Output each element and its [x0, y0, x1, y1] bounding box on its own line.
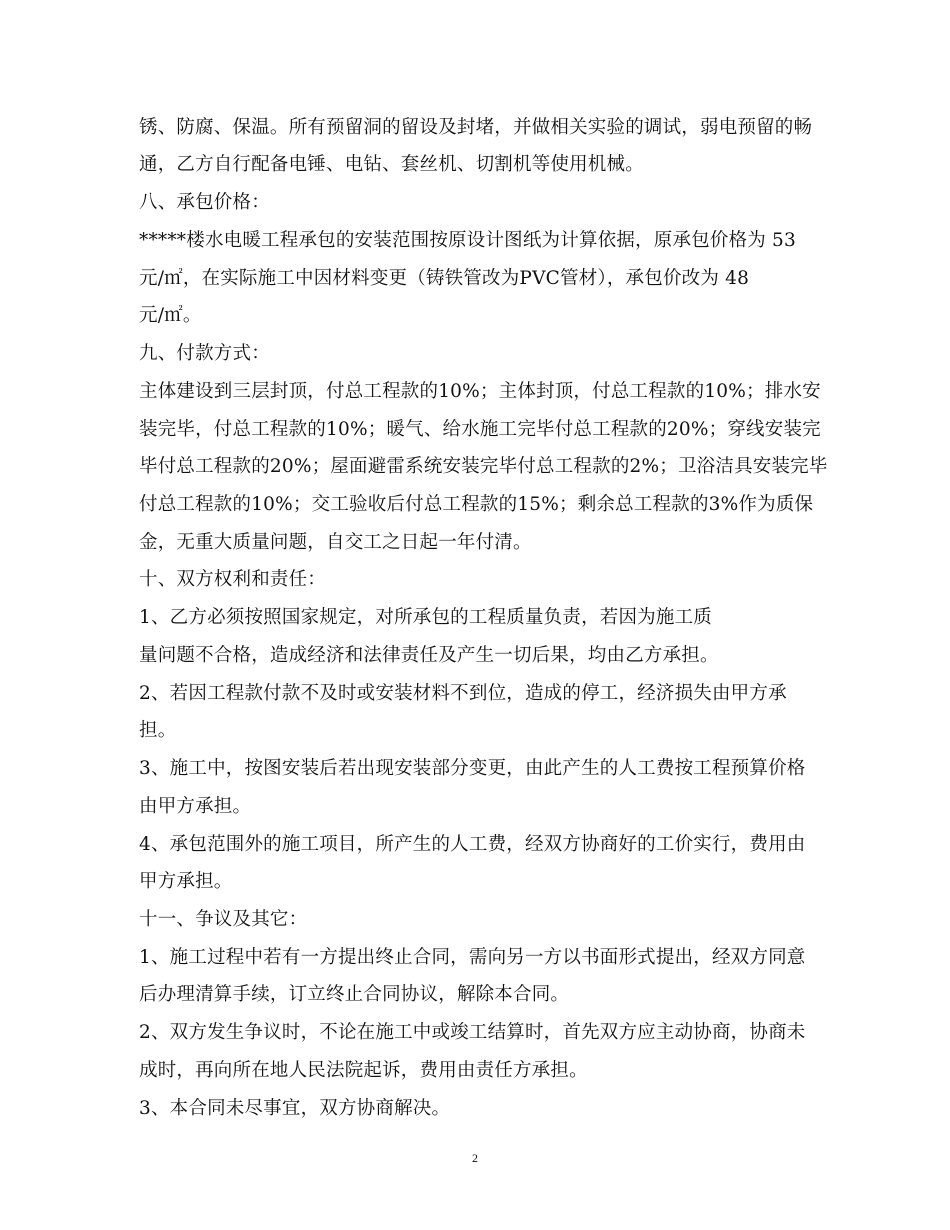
text-line: 量问题不合格，造成经济和法律责任及产生一切后果，均由乙方承担。: [139, 645, 719, 666]
page-number: 2: [472, 1151, 478, 1165]
text-line: 装完毕，付总工程款的10%；暖气、给水施工完毕付总工程款的20%；穿线安装完: [139, 419, 821, 440]
section-heading: 八、承包价格：: [139, 192, 270, 213]
text-line: 金，无重大质量问题，自交工之日起一年付清。: [139, 532, 532, 553]
text-line: 元/㎡，在实际施工中因材料变更（铸铁管改为PVC管材），承包价改为 48: [139, 268, 750, 289]
section-heading: 十、双方权利和责任：: [139, 569, 327, 590]
text-line: 毕付总工程款的20%；屋面避雷系统安装完毕付总工程款的2%；卫浴洁具安装完毕: [139, 456, 828, 477]
text-line: 通，乙方自行配备电锤、电钻、套丝机、切割机等使用机械。: [139, 154, 644, 175]
text-line: 元/㎡。: [139, 305, 202, 326]
text-line: 3、本合同未尽事宜，双方协商解决。: [139, 1098, 451, 1119]
text-line: 担。: [139, 720, 177, 741]
text-line: 3、施工中，按图安装后若出现安装部分变更，由此产生的人工费按工程预算价格: [139, 758, 806, 779]
text-line: 主体建设到三层封顶，付总工程款的10%；主体封顶，付总工程款的10%；排水安: [139, 381, 821, 402]
text-line: 2、双方发生争议时，不论在施工中或竣工结算时，首先双方应主动协商，协商未: [139, 1022, 806, 1043]
text-line: *****楼水电暖工程承包的安装范围按原设计图纸为计算依据，原承包价格为 53: [139, 230, 796, 251]
section-heading: 十一、争议及其它：: [139, 909, 308, 930]
text-line: 成时，再向所在地人民法院起诉，费用由责任方承担。: [139, 1060, 588, 1081]
section-heading: 九、付款方式：: [139, 343, 270, 364]
text-line: 付总工程款的10%；交工验收后付总工程款的15%；剩余总工程款的3%作为质保: [139, 494, 814, 515]
text-line: 甲方承担。: [139, 871, 233, 892]
text-line: 1、乙方必须按照国家规定，对所承包的工程质量负责，若因为施工质: [139, 607, 712, 628]
text-line: 由甲方承担。: [139, 796, 252, 817]
text-line: 后办理清算手续，订立终止合同协议，解除本合同。: [139, 984, 570, 1005]
text-line: 1、施工过程中若有一方提出终止合同，需向另一方以书面形式提出，经双方同意: [139, 947, 806, 968]
text-line: 锈、防腐、保温。所有预留洞的留设及封堵，并做相关实验的调试，弱电预留的畅: [139, 117, 813, 138]
text-line: 2、若因工程款付款不及时或安装材料不到位，造成的停工，经济损失由甲方承: [139, 683, 787, 704]
text-line: 4、承包范围外的施工项目，所产生的人工费，经双方协商好的工价实行，费用由: [139, 834, 806, 855]
